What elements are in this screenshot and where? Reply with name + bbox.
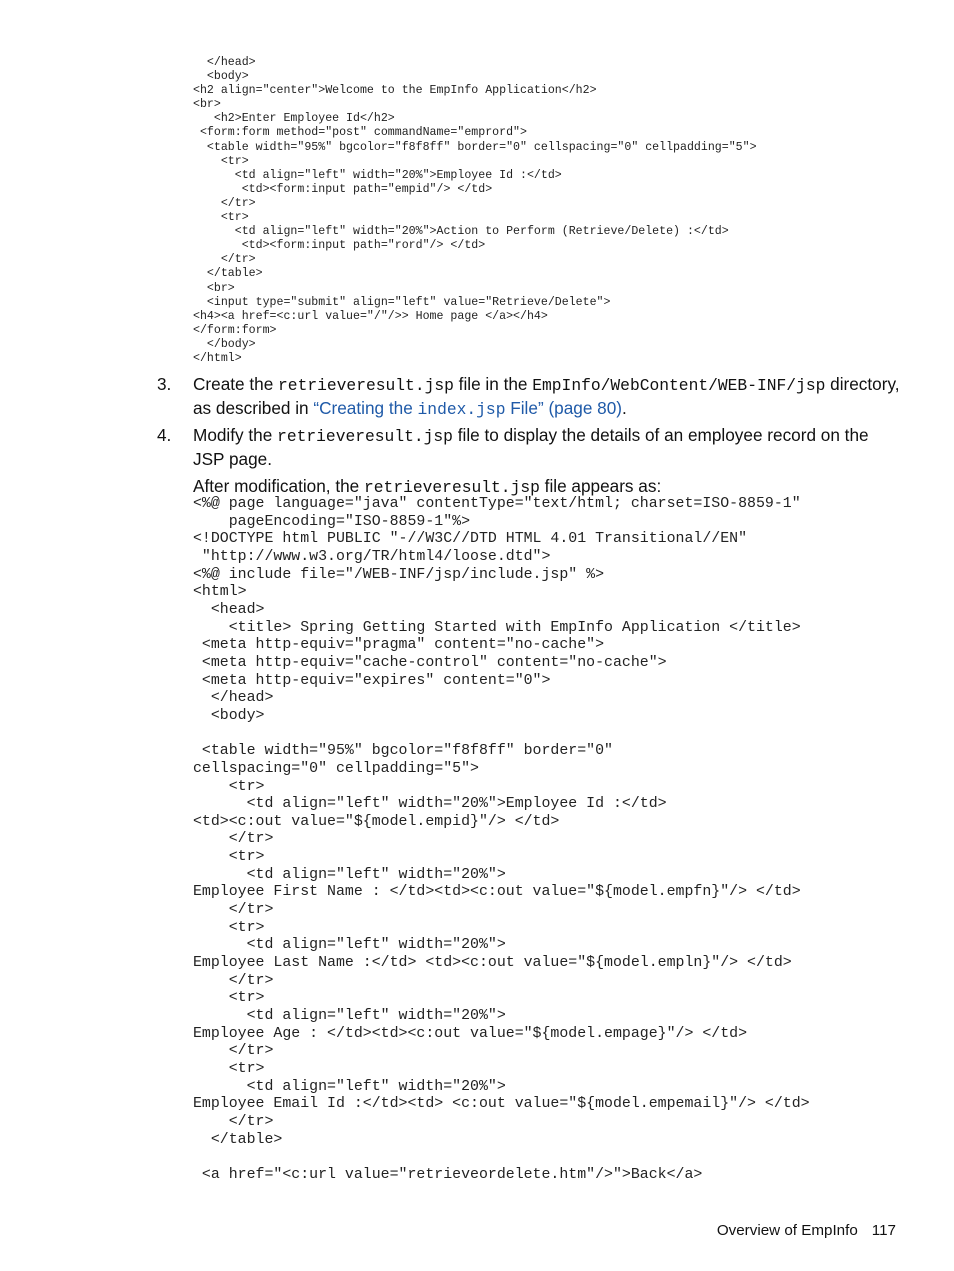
- step-text: file to display the details of an employee record on the JSP page.: [193, 425, 869, 469]
- note-text: After modification, the: [193, 476, 365, 496]
- link-text: File” (page 80): [505, 398, 623, 418]
- link-code: index.jsp: [417, 400, 506, 419]
- step-text: .: [622, 398, 627, 418]
- step-text: Modify the: [193, 425, 278, 445]
- step-text: Create the: [193, 374, 279, 394]
- step-text: directory, as described in: [193, 374, 900, 418]
- note-text: file appears as:: [539, 476, 662, 496]
- file-name-code: retrieveresult.jsp: [278, 376, 454, 395]
- link-text: “Creating the: [313, 398, 418, 418]
- code-listing-index-jsp: </head> <body> <h2 align="center">Welcome to the EmpInfo Application</h2> <br> <h2>Enter Employee Id</h2> <form:form method="post" commandName="emprord"> <table width="95%" bgcolor="f8f8ff" border="0" cellspacing="0" cellpadding="5"> <tr> <td align="left" width="20%">Employee Id :</td> <td><form:input path="empid"/> </td> </tr> <tr> <td align="left" width="20%">Action to Perform (Retrieve/Delete) :</td> <td><form:input path="rord"/> </td> </tr> </table> <br> <input type="submit" align="left" value="Retrieve/Delete"> <h4><a href=<c:url value="/"/>> Home page </a></h4> </form:form> </body> </html>: [193, 56, 757, 365]
- file-name-code: retrieveresult.jsp: [364, 478, 540, 497]
- step-text: file in the: [453, 374, 533, 394]
- steps-list: [157, 373, 902, 499]
- code-listing-retrieveresult-jsp: <%@ page language="java" contentType="text/html; charset=ISO-8859-1" pageEncoding="ISO-8859-1"%> <!DOCTYPE html PUBLIC "-//W3C//DTD HTML 4.01 Transitional//EN" "http://www.w3.org/TR/html4/loose.dtd"> <%@ include file="/WEB-INF/jsp/include.jsp" %> <html> <head> <title> Spring Getting Started with EmpInfo Application </title> <meta http-equiv="pragma" content="no-cache"> <meta http-equiv="cache-control" content="no-cache"> <meta http-equiv="expires" content="0"> </head> <body> <table width="95%" bgcolor="f8f8ff" border="0" cellspacing="0" cellpadding="5"> <tr> <td align="left" width="20%">Employee Id :</td> <td><c:out value="${model.empid}"/> </td> </tr> <tr> <td align="left" width="20%"> Employee First Name : </td><td><c:out value="${model.empfn}"/> </td> </tr> <tr> <td align="left" width="20%"> Employee Last Name :</td> <td><c:out value="${model.empln}"/> </td> </tr> <tr> <td align="left" width="20%"> Employee Age : </td><td><c:out value="${model.empage}"/> </td> </tr> <tr> <td align="left" width="20%"> Employee Email Id :</td><td> <c:out value="${model.empemail}"/> </td> </tr> </table> <a href="<c:url value="retrieveordelete.htm"/>">Back</a>: [193, 496, 810, 1183]
- page-footer: [717, 1222, 896, 1239]
- step-4: [157, 424, 902, 499]
- cross-reference-link[interactable]: [313, 398, 622, 418]
- step-number: 4.: [157, 425, 172, 445]
- step-3: [157, 373, 902, 421]
- file-name-code: retrieveresult.jsp: [277, 427, 453, 446]
- page-number: 117: [871, 1222, 896, 1239]
- step-number: 3.: [157, 374, 172, 394]
- directory-path-code: EmpInfo/WebContent/WEB-INF/jsp: [532, 376, 826, 395]
- footer-section-title: Overview of EmpInfo: [716, 1222, 858, 1239]
